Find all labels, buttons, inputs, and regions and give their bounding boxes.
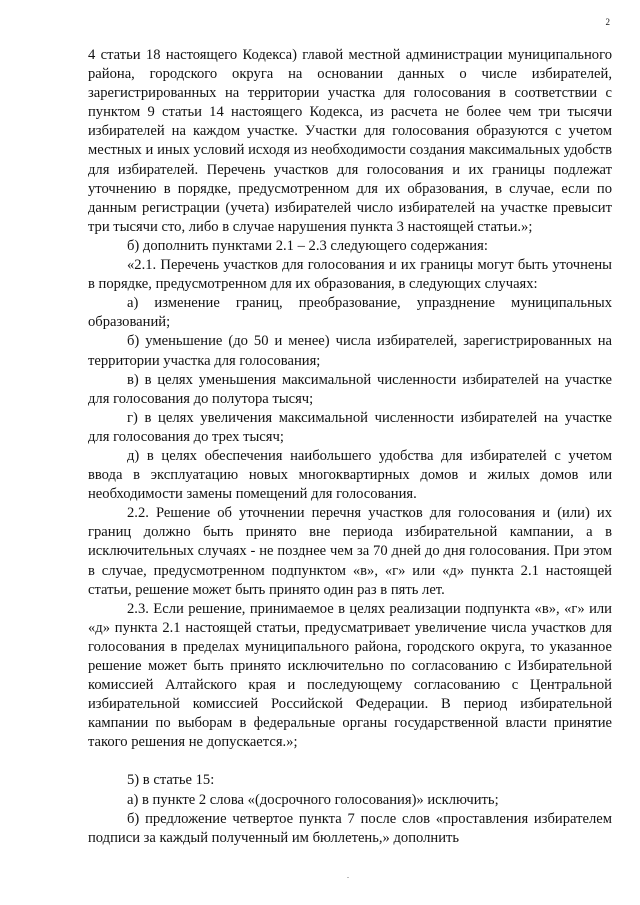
paragraph-2-3: 2.3. Если решение, принимаемое в целях реализации подпункта «в», «г» или «д» пункта 2.1 настоящей статьи, предусматривает увеличение числа участков для голосования в пределах муниципального района, городского округа, то указанное решение может быть принято исключительно по согласованию с Избирательной комиссией Алтайского края и последующему согласованию с Центральной избирательной комиссией Российской Федерации. В период избирательной кампании по выборам в федеральные органы государственной власти принятие такого решения не допускается.»; [88, 600, 612, 751]
paragraph-2-2: 2.2. Решение об уточнении перечня участков для голосования и (или) их границ должно быть принято вне периода избирательной кампании, а в исключительных случаях - не позднее чем за 70 дней до дня голосования. При этом в случае, предусмотренном подпунктом «в», «г» или «д» пункта 2.1 настоящей статьи, решение может быть принято один раз в пять лет. [88, 505, 612, 598]
paragraph-2-1: «2.1. Перечень участков для голосования и их границы могут быть уточнены в порядке, предусмотренном для их образования, в следующих случаях: [88, 257, 612, 293]
paragraph-2-1-a: а) изменение границ, преобразование, упразднение муниципальных образований; [88, 295, 612, 331]
paragraph-continuation: 4 статьи 18 настоящего Кодекса) главой местной администрации муниципального района, городского округа на основании данных о числе избирателей, зарегистрированных на территории участка для голосования в соответствии с пунктом 9 статьи 14 настоящего Кодекса, из расчета не более чем три тысячи избирателей на каждом участке. Участки для голосования образуются с учетом местных и иных условий исходя из необходимости создания максимальных удобств для избирателей. Перечень участков для голосования и их границы подлежат уточнению в порядке, предусмотренном для их образования, в случае, если по данным регистрации (учета) избирателей число избирателей на участке превысит три тысячи сто, либо в случае нарушения пункта 3 настоящей статьи.»; [88, 47, 612, 235]
page-number: 2 [605, 17, 610, 27]
paragraph-2-1-b: б) уменьшение (до 50 и менее) числа избирателей, зарегистрированных на территории участка для голосования; [88, 333, 612, 369]
scan-speck [347, 877, 349, 878]
paragraph-b-add-items: б) дополнить пунктами 2.1 – 2.3 следующего содержания: [127, 237, 488, 254]
paragraph-2-1-v: в) в целях уменьшения максимальной численности избирателей на участке для голосования до полутора тысяч; [88, 371, 612, 407]
paragraph-2-1-g: г) в целях увеличения максимальной численности избирателей на участке для голосования до трех тысяч; [88, 409, 612, 445]
document-text [88, 46, 612, 848]
paragraph-article-15-b: б) предложение четвертое пункта 7 после слов «проставления избирателем подписи за каждый полученный им бюллетень,» дополнить [88, 810, 612, 846]
paragraph-2-1-d: д) в целях обеспечения наибольшего удобства для избирателей с учетом ввода в эксплуатацию новых многоквартирных домов и жилых домов или необходимости замены помещений для голосования. [88, 447, 612, 503]
paragraph-article-15-a: а) в пункте 2 слова «(досрочного голосования)» исключить; [127, 791, 499, 808]
paragraph-article-15: 5) в статье 15: [127, 772, 215, 789]
